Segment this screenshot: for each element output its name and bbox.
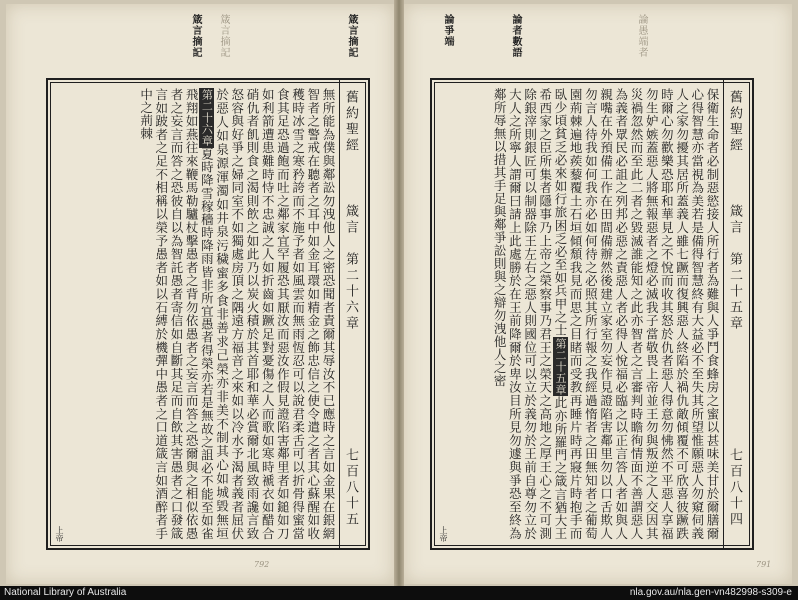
- running-head-2: 箴言摘記: [346, 14, 357, 58]
- book-title: 舊約聖經: [343, 90, 358, 154]
- publisher-seal: 上帝: [439, 526, 448, 542]
- body-text-part-1: 保衛生命者必制惡慾接人所行者為難與人爭鬥食蜂房之蜜以甚味美甘於爾膳爾心得智慧亦當視為美若是備得智慧終有大益必不至失其所望惟願惡人勿窺伺義人之家勿擾其居所蓋義人雖七蹶而復興惡人終陷於禍仇敵傾覆不可欣喜彼蹶跌時爾心勿歡樂恐耶和華見之不悅而收其怒於仇者惡人得意勿怫然不平惡人享福勿生妒嫉蓋惡人將無報惡者之燈必滅我子當敬畏上帝並王勿與叛逆之人交因其災禍忽然而至此二者之毀滅誰能知之此亦智者之言審判時瞻徇情面不善謂惡人為義者眾民必詛之列邦必惡之責惡人者必得人悅福必臨之以正言答人者如與人親嘴在外預備工作在田間備辦然後建立家室勿妄作見證陷害鄰里勿以口舌欺人勿言人待我如何我亦必如何待之必照其所行報之我經過惰者之田無知者之葡萄園荊棘遍地蒺藜覆土石垣傾頹我見而思之目睹而受教再睡片時再寢片時抱手而臥少頃貧乏必來如行旅困乏必至如兵甲之士: [552, 88, 720, 540]
- page-number: 七百八十五: [343, 448, 358, 528]
- text-frame: [430, 78, 754, 550]
- body-text: [440, 88, 720, 540]
- body-text-part-2: 夏時降雪稼穡時降雨皆非所宜愚者得榮亦若是無故之詛必不能至如雀飛翔如燕往來鞭馬勒驢杖擊愚者之背勿依愚者之妄言而答之恐爾與之相似依愚者之妄言而答之恐彼自以為智託愚者寄信如自斷其足而自飲其害愚者之口發箴言如跛者之足不相稱以榮予愚者如以石縛於機彈中愚者之口道箴言如酒醉者手中之荊棘: [138, 88, 215, 540]
- running-head-faint: 論愚端者: [636, 14, 647, 58]
- running-head-1: 論爭端: [442, 14, 453, 47]
- book-title: 舊約聖經: [727, 90, 742, 154]
- page-number: 七百八十四: [727, 448, 742, 528]
- running-head-faint: 箴言摘記: [218, 14, 229, 58]
- running-head-1: 箴言摘記: [190, 14, 201, 58]
- publisher-seal: 上帝: [55, 526, 64, 542]
- pencil-note: 791: [756, 560, 772, 569]
- body-text-part-1: 無所能為僕與鄰訟勿洩他人之密恐聞者責爾其辱汝不已應時之言如金果在銀網智者之警戒在聽者之耳中如金耳環如精金之飾忠信之使令遣之者其心蘇醒如收穫時冰雪之寒矜誇而不施予者如風雲而無雨恆忍可以說君柔舌可以折骨得蜜當食其足恐過飽而吐之鄰家宜罕履恐其厭汝而惡汝作假見證陷害鄰里者如鎚如刀如利箭遭患難時恃不忠誠之人如折齒如蹶足對憂傷之人而歌如寒時褫衣如醋合硝仇者飢則食之渴則飲之如此乃以炭火積於其首耶和華必賞爾北風致雨讒言致怒容與好爭之婦同室不如獨處房頂之隅遠方福音之來如以冷水予渴者義者屈伏於惡人如泉源渾濁如井泉污穢蜜多食非善求己榮亦非美不制其心如城毀無垣: [214, 88, 336, 540]
- left-page: [6, 4, 394, 584]
- right-page: [404, 4, 792, 584]
- library-name: National Library of Australia: [4, 587, 127, 598]
- margin-rule: [339, 80, 340, 548]
- book-spine: [394, 0, 404, 586]
- chapter-start-mark: 第二十六章: [200, 89, 214, 147]
- chapter-label: 箴言 第二十五章: [727, 204, 742, 332]
- text-frame: [46, 78, 370, 550]
- body-text: [56, 88, 336, 540]
- item-url[interactable]: nla.gov.au/nla.gen-vn482998-s309-e: [629, 587, 792, 598]
- chapter-label: 箴言 第二十六章: [343, 204, 358, 332]
- margin-rule: [723, 80, 724, 548]
- pencil-note: 792: [254, 560, 270, 569]
- library-footer: [0, 586, 798, 600]
- running-head-2: 論者數語: [510, 14, 521, 58]
- body-text-part-2: 此亦所羅門之箴言猶大王希西家之臣所集者隱事乃上帝之榮察事乃君王之榮天之高地之厚王心之不可測除銀滓則銀匠可以制器除王左右之惡人則國位可以立於義勿於王前自尊勿立於大人之所寧人謂爾曰請上此處勝於在王前降爾於卑汝目所見勿遽與爭恐至終為鄰所辱無以措其手足與鄰爭訟則與之辯勿洩他人之密: [492, 88, 568, 540]
- chapter-start-mark: 第二十五章: [553, 337, 567, 396]
